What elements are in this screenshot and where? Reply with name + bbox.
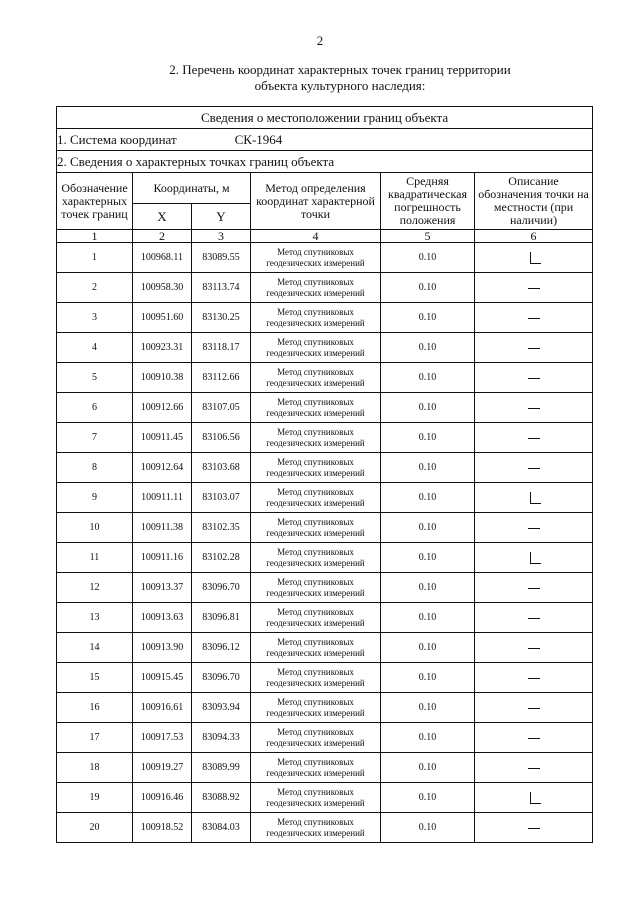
coordinate-y: 83102.28 xyxy=(192,543,251,573)
dash-icon xyxy=(527,612,541,624)
table-row xyxy=(57,633,593,663)
column-number: 4 xyxy=(251,230,381,243)
corner-icon xyxy=(527,492,541,504)
method-line-2: геодезических измерений xyxy=(266,257,365,268)
point-description xyxy=(475,513,593,543)
point-description xyxy=(475,783,593,813)
mean-square-error: 0.10 xyxy=(381,693,475,723)
point-number: 14 xyxy=(57,633,133,663)
table-row xyxy=(57,483,593,513)
coordinate-y: 83096.70 xyxy=(192,663,251,693)
mean-square-error: 0.10 xyxy=(381,633,475,663)
method-cell xyxy=(251,663,381,693)
dash-icon xyxy=(527,672,541,684)
table-row xyxy=(57,723,593,753)
point-number: 4 xyxy=(57,333,133,363)
method-cell xyxy=(251,243,381,273)
point-description xyxy=(475,303,593,333)
mean-square-error: 0.10 xyxy=(381,363,475,393)
method-cell xyxy=(251,483,381,513)
table-row xyxy=(57,663,593,693)
method-line-1: Метод спутниковых xyxy=(277,756,354,767)
column-number: 5 xyxy=(381,230,475,243)
coordinate-y: 83084.03 xyxy=(192,813,251,843)
coordinate-y: 83096.12 xyxy=(192,633,251,663)
mean-square-error: 0.10 xyxy=(381,723,475,753)
point-number: 1 xyxy=(57,243,133,273)
method-line-1: Метод спутниковых xyxy=(277,486,354,497)
method-cell xyxy=(251,693,381,723)
coordinate-x: 100951.60 xyxy=(133,303,192,333)
point-description xyxy=(475,393,593,423)
point-number: 9 xyxy=(57,483,133,513)
coordinate-x: 100912.64 xyxy=(133,453,192,483)
method-line-1: Метод спутниковых xyxy=(277,816,354,827)
dash-icon xyxy=(527,732,541,744)
method-line-2: геодезических измерений xyxy=(266,737,365,748)
method-cell xyxy=(251,723,381,753)
coordinate-x: 100968.11 xyxy=(133,243,192,273)
coordinate-y: 83096.81 xyxy=(192,603,251,633)
table-row xyxy=(57,693,593,723)
header-description: Описание обозначения точки на местности (при наличии) xyxy=(475,173,593,230)
column-number: 3 xyxy=(192,230,251,243)
point-description xyxy=(475,243,593,273)
point-number: 17 xyxy=(57,723,133,753)
coordinate-x: 100916.46 xyxy=(133,783,192,813)
method-line-1: Метод спутниковых xyxy=(277,516,354,527)
table-row xyxy=(57,573,593,603)
method-line-1: Метод спутниковых xyxy=(277,546,354,557)
coordinate-x: 100916.61 xyxy=(133,693,192,723)
coordinate-x: 100915.45 xyxy=(133,663,192,693)
method-cell xyxy=(251,273,381,303)
coordinate-x: 100911.38 xyxy=(133,513,192,543)
section-2-row xyxy=(57,151,593,173)
dash-icon xyxy=(527,462,541,474)
coordinate-x: 100923.31 xyxy=(133,333,192,363)
method-cell xyxy=(251,633,381,663)
coordinate-y: 83088.92 xyxy=(192,783,251,813)
method-line-1: Метод спутниковых xyxy=(277,336,354,347)
coordinate-x: 100911.45 xyxy=(133,423,192,453)
point-description xyxy=(475,333,593,363)
dash-icon xyxy=(527,282,541,294)
method-line-1: Метод спутниковых xyxy=(277,366,354,377)
header-coordinates: Координаты, м xyxy=(133,173,251,204)
method-line-2: геодезических измерений xyxy=(266,497,365,508)
coordinate-x: 100958.30 xyxy=(133,273,192,303)
dash-icon xyxy=(527,432,541,444)
point-description xyxy=(475,693,593,723)
mean-square-error: 0.10 xyxy=(381,333,475,363)
method-line-1: Метод спутниковых xyxy=(277,786,354,797)
dash-icon xyxy=(527,582,541,594)
document-heading xyxy=(60,62,620,94)
point-number: 15 xyxy=(57,663,133,693)
method-line-1: Метод спутниковых xyxy=(277,306,354,317)
mean-square-error: 0.10 xyxy=(381,513,475,543)
coordinate-x: 100918.52 xyxy=(133,813,192,843)
mean-square-error: 0.10 xyxy=(381,483,475,513)
dash-icon xyxy=(527,642,541,654)
method-line-2: геодезических измерений xyxy=(266,707,365,718)
column-numbers-row xyxy=(57,230,593,243)
point-description xyxy=(475,363,593,393)
corner-icon xyxy=(527,252,541,264)
point-number: 11 xyxy=(57,543,133,573)
corner-icon xyxy=(527,792,541,804)
method-line-2: геодезических измерений xyxy=(266,557,365,568)
point-description xyxy=(475,273,593,303)
method-cell xyxy=(251,813,381,843)
point-number: 13 xyxy=(57,603,133,633)
point-number: 5 xyxy=(57,363,133,393)
table-title: Сведения о местоположении границ объекта xyxy=(57,107,593,129)
coordinate-y: 83096.70 xyxy=(192,573,251,603)
point-description xyxy=(475,753,593,783)
header-y: Y xyxy=(192,204,251,230)
table-row xyxy=(57,303,593,333)
method-line-1: Метод спутниковых xyxy=(277,276,354,287)
point-description xyxy=(475,543,593,573)
method-cell xyxy=(251,543,381,573)
point-description xyxy=(475,813,593,843)
table-row xyxy=(57,603,593,633)
coordinate-y: 83102.35 xyxy=(192,513,251,543)
dash-icon xyxy=(527,762,541,774)
table-row xyxy=(57,273,593,303)
point-number: 10 xyxy=(57,513,133,543)
coordinate-y: 83112.66 xyxy=(192,363,251,393)
point-number: 6 xyxy=(57,393,133,423)
mean-square-error: 0.10 xyxy=(381,663,475,693)
dash-icon xyxy=(527,342,541,354)
point-number: 7 xyxy=(57,423,133,453)
column-number: 2 xyxy=(133,230,192,243)
coordinate-y: 83089.55 xyxy=(192,243,251,273)
method-line-2: геодезических измерений xyxy=(266,527,365,538)
method-cell xyxy=(251,453,381,483)
mean-square-error: 0.10 xyxy=(381,423,475,453)
method-line-1: Метод спутниковых xyxy=(277,726,354,737)
method-line-1: Метод спутниковых xyxy=(277,396,354,407)
coordinates-table xyxy=(56,106,593,843)
method-line-2: геодезических измерений xyxy=(266,467,365,478)
coordinate-system-label: 1. Система координат xyxy=(57,131,177,147)
coordinate-x: 100917.53 xyxy=(133,723,192,753)
table-title-row xyxy=(57,107,593,129)
coordinate-system-row xyxy=(57,129,593,151)
method-cell xyxy=(251,423,381,453)
coordinate-x: 100911.11 xyxy=(133,483,192,513)
coordinate-y: 83113.74 xyxy=(192,273,251,303)
coordinate-x: 100913.63 xyxy=(133,603,192,633)
method-line-1: Метод спутниковых xyxy=(277,696,354,707)
dash-icon xyxy=(527,402,541,414)
point-description xyxy=(475,483,593,513)
mean-square-error: 0.10 xyxy=(381,243,475,273)
mean-square-error: 0.10 xyxy=(381,543,475,573)
coordinate-y: 83094.33 xyxy=(192,723,251,753)
dash-icon xyxy=(527,372,541,384)
method-line-1: Метод спутниковых xyxy=(277,666,354,677)
point-description xyxy=(475,633,593,663)
method-line-2: геодезических измерений xyxy=(266,407,365,418)
mean-square-error: 0.10 xyxy=(381,453,475,483)
coordinate-system-value: СК-1964 xyxy=(234,131,283,147)
method-line-2: геодезических измерений xyxy=(266,437,365,448)
method-line-1: Метод спутниковых xyxy=(277,246,354,257)
method-line-1: Метод спутниковых xyxy=(277,636,354,647)
coordinate-x: 100919.27 xyxy=(133,753,192,783)
mean-square-error: 0.10 xyxy=(381,393,475,423)
dash-icon xyxy=(527,522,541,534)
method-line-2: геодезических измерений xyxy=(266,767,365,778)
point-description xyxy=(475,573,593,603)
point-description xyxy=(475,603,593,633)
coordinate-x: 100913.90 xyxy=(133,633,192,663)
method-cell xyxy=(251,333,381,363)
mean-square-error: 0.10 xyxy=(381,753,475,783)
mean-square-error: 0.10 xyxy=(381,813,475,843)
table-row xyxy=(57,813,593,843)
point-description xyxy=(475,663,593,693)
table-row xyxy=(57,783,593,813)
method-line-2: геодезических измерений xyxy=(266,647,365,658)
dash-icon xyxy=(527,312,541,324)
coordinate-y: 83093.94 xyxy=(192,693,251,723)
method-cell xyxy=(251,603,381,633)
table-row xyxy=(57,513,593,543)
point-description xyxy=(475,723,593,753)
mean-square-error: 0.10 xyxy=(381,303,475,333)
table-row xyxy=(57,753,593,783)
point-number: 8 xyxy=(57,453,133,483)
mean-square-error: 0.10 xyxy=(381,603,475,633)
table-row xyxy=(57,363,593,393)
corner-icon xyxy=(527,552,541,564)
point-description xyxy=(475,453,593,483)
method-line-1: Метод спутниковых xyxy=(277,426,354,437)
point-number: 12 xyxy=(57,573,133,603)
point-number: 3 xyxy=(57,303,133,333)
mean-square-error: 0.10 xyxy=(381,573,475,603)
header-method: Метод определения координат характерной точки xyxy=(251,173,381,230)
method-line-2: геодезических измерений xyxy=(266,317,365,328)
point-number: 20 xyxy=(57,813,133,843)
method-cell xyxy=(251,303,381,333)
table-row xyxy=(57,333,593,363)
method-line-2: геодезических измерений xyxy=(266,797,365,808)
coordinate-y: 83130.25 xyxy=(192,303,251,333)
mean-square-error: 0.10 xyxy=(381,273,475,303)
header-error: Средняя квадратическая погрешность положения xyxy=(381,173,475,230)
coordinate-y: 83103.07 xyxy=(192,483,251,513)
method-line-2: геодезических измерений xyxy=(266,587,365,598)
table-row xyxy=(57,453,593,483)
method-line-1: Метод спутниковых xyxy=(277,576,354,587)
method-cell xyxy=(251,783,381,813)
method-cell xyxy=(251,363,381,393)
heading-line-2: объекта культурного наследия: xyxy=(254,78,426,93)
table-row xyxy=(57,423,593,453)
coordinate-y: 83103.68 xyxy=(192,453,251,483)
page-number: 2 xyxy=(316,33,324,48)
method-line-2: геодезических измерений xyxy=(266,677,365,688)
point-number: 18 xyxy=(57,753,133,783)
dash-icon xyxy=(527,702,541,714)
header-row-1 xyxy=(57,173,593,204)
method-cell xyxy=(251,753,381,783)
header-point-designation: Обозначение характерных точек границ xyxy=(57,173,133,230)
coordinate-y: 83107.05 xyxy=(192,393,251,423)
method-line-2: геодезических измерений xyxy=(266,347,365,358)
method-line-2: геодезических измерений xyxy=(266,827,365,838)
coordinate-y: 83106.56 xyxy=(192,423,251,453)
coordinate-y: 83089.99 xyxy=(192,753,251,783)
mean-square-error: 0.10 xyxy=(381,783,475,813)
table-row xyxy=(57,243,593,273)
coordinate-x: 100910.38 xyxy=(133,363,192,393)
table-row xyxy=(57,543,593,573)
heading-line-1: 2. Перечень координат характерных точек границ территории xyxy=(169,62,511,77)
point-description xyxy=(475,423,593,453)
header-x: X xyxy=(133,204,192,230)
point-number: 16 xyxy=(57,693,133,723)
table-row xyxy=(57,393,593,423)
section-2-label: 2. Сведения о характерных точках границ объекта xyxy=(57,151,593,173)
method-line-2: геодезических измерений xyxy=(266,377,365,388)
method-cell xyxy=(251,573,381,603)
column-number: 6 xyxy=(475,230,593,243)
coordinate-x: 100912.66 xyxy=(133,393,192,423)
dash-icon xyxy=(527,822,541,834)
column-number: 1 xyxy=(57,230,133,243)
method-line-1: Метод спутниковых xyxy=(277,456,354,467)
point-number: 19 xyxy=(57,783,133,813)
method-line-2: геодезических измерений xyxy=(266,287,365,298)
point-number: 2 xyxy=(57,273,133,303)
method-cell xyxy=(251,393,381,423)
method-line-2: геодезических измерений xyxy=(266,617,365,628)
coordinate-y: 83118.17 xyxy=(192,333,251,363)
coordinate-x: 100913.37 xyxy=(133,573,192,603)
coordinate-x: 100911.16 xyxy=(133,543,192,573)
method-line-1: Метод спутниковых xyxy=(277,606,354,617)
method-cell xyxy=(251,513,381,543)
